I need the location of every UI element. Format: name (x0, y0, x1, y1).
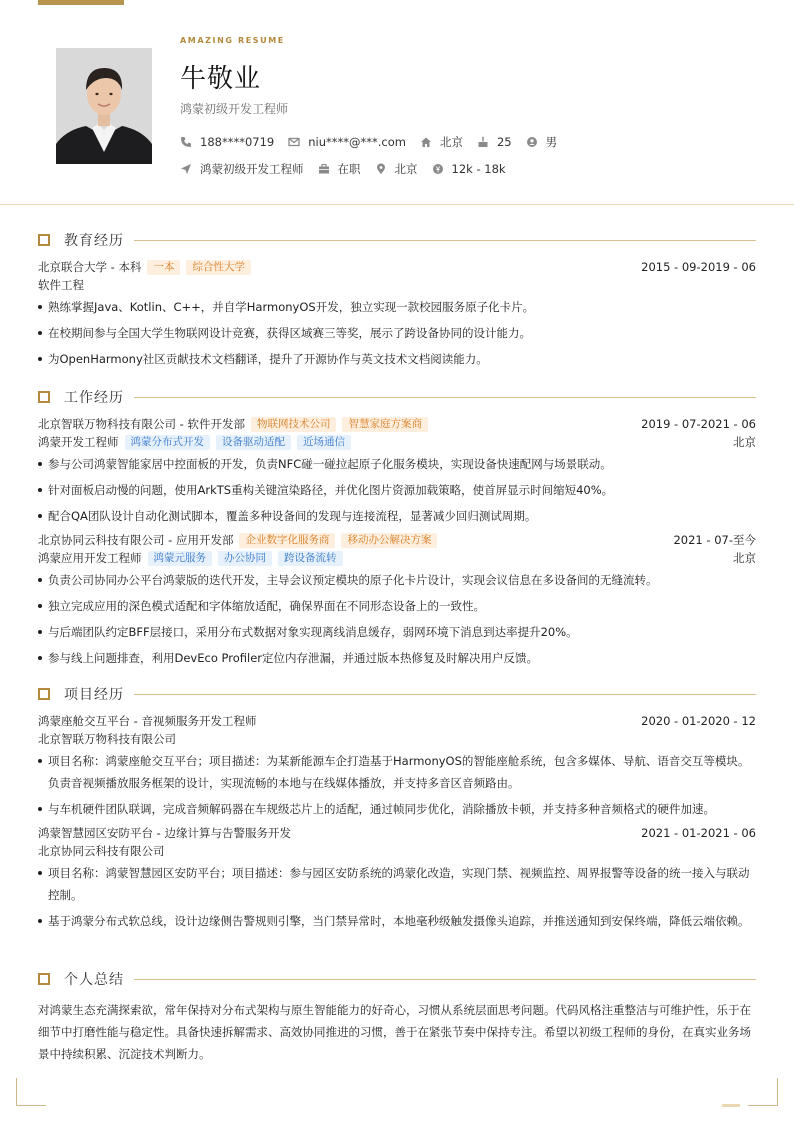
list-item: 与后端团队约定BFF层接口，采用分布式数据对象实现离线消息缓存，弱网环境下消息到达率提升20%。 (38, 621, 756, 643)
list-item: 熟练掌握Java、Kotlin、C++，并自学HarmonyOS开发，独立实现一款校园服务原子化卡片。 (38, 296, 756, 318)
job-role: 鸿蒙应用开发工程师 (38, 551, 142, 565)
phone-text: 188****0719 (200, 135, 275, 149)
age-text: 25 (496, 135, 512, 149)
education-section (38, 230, 756, 374)
gender-icon (526, 136, 538, 148)
school-name: 北京联合大学 - 本科 (38, 260, 142, 274)
location-icon (375, 163, 387, 175)
job-period: 2019 - 07-2021 - 06 (641, 417, 756, 431)
candidate-name: 牛敬业 (180, 64, 262, 94)
job-location: 北京 (733, 551, 756, 565)
company-tag: 企业数字化服务商 (239, 533, 335, 548)
email-info (288, 135, 406, 149)
section-marker (38, 688, 50, 700)
section-title: 个人总结 (64, 972, 124, 988)
major: 软件工程 (38, 278, 84, 292)
company-tag: 物联网技术公司 (251, 417, 337, 432)
gender-text: 男 (545, 135, 558, 149)
list-item: 参与线上问题排查，利用DevEco Profiler定位内存泄漏，并通过版本热修复及时解决用户反馈。 (38, 647, 756, 669)
summary-section (38, 969, 756, 1065)
age-info (477, 135, 512, 149)
section-title: 教育经历 (64, 233, 124, 249)
target-position-text: 鸿蒙初级开发工程师 (200, 162, 304, 176)
project-entry (38, 824, 756, 932)
work-heading (38, 387, 756, 407)
education-heading (38, 230, 756, 250)
summary-heading (38, 969, 756, 989)
job-location: 北京 (733, 435, 756, 449)
job-bullets (38, 453, 756, 527)
list-item: 基于鸿蒙分布式软总线，设计边缘侧告警规则引擎，当门禁异常时，本地毫秒级触发摄像头追踪，并推送通知到安保终端，降低云端依赖。 (38, 910, 756, 932)
project-period: 2021 - 01-2021 - 06 (641, 826, 756, 840)
send-icon (180, 163, 192, 175)
company-name: 北京智联万物科技有限公司 - 软件开发部 (38, 417, 245, 431)
project-name: 鸿蒙智慧园区安防平台 - 边缘计算与告警服务开发 (38, 826, 291, 840)
list-item: 为OpenHarmony社区贡献技术文档翻译，提升了开源协作与英文技术文档阅读能力。 (38, 348, 756, 370)
skill-tag: 鸿蒙分布式开发 (125, 435, 211, 450)
list-item: 负责公司协同办公平台鸿蒙版的迭代开发，主导会议预定模块的原子化卡片设计，实现会议信息在多设备间的无缝流转。 (38, 569, 756, 591)
skill-tag: 设备驱动适配 (216, 435, 291, 450)
company-tag: 移动办公解决方案 (341, 533, 437, 548)
section-title: 工作经历 (64, 390, 124, 406)
skill-tag: 近场通信 (297, 435, 351, 450)
job-role-row (38, 433, 756, 451)
list-item: 在校期间参与全国大学生物联网设计竞赛，获得区域赛三等奖，展示了跨设备协同的设计能力。 (38, 322, 756, 344)
briefcase-icon (318, 163, 330, 175)
gender-info (526, 134, 558, 150)
city-text: 北京 (439, 135, 463, 149)
section-rule (134, 979, 756, 980)
salary-info (432, 162, 506, 176)
projects-heading (38, 684, 756, 704)
summary-text: 对鸿蒙生态充满探索欲，常年保持对分布式架构与原生智能能力的好奇心，习惯从系统层面思考问题。代码风格注重整洁与可维护性，乐于在细节中打磨性能与稳定性。具备快速拆解需求、高效协同推进的习惯，善于在紧张节奏中保持专注。希望以初级工程师的身份，在真实业务场景中持续积累、沉淀技术判断力。 (38, 1003, 751, 1061)
cake-icon (477, 136, 489, 148)
target-city-text: 北京 (394, 162, 418, 176)
school-tag: 综合性大学 (186, 260, 251, 275)
corner-dash-decoration (722, 1104, 740, 1107)
list-item: 针对面板启动慢的问题，使用ArkTS重构关键渲染路径，并优化图片资源加载策略，使首屏显示时间缩短40%。 (38, 479, 756, 501)
candidate-title: 鸿蒙初级开发工程师 (180, 102, 289, 116)
projects-section (38, 684, 756, 936)
section-title: 项目经历 (64, 687, 124, 703)
project-bullets (38, 750, 756, 820)
target-city-info (375, 161, 418, 177)
home-icon (420, 136, 432, 148)
city-info (420, 134, 463, 150)
phone-icon (180, 136, 192, 148)
contact-row (180, 134, 571, 150)
job-entry (38, 531, 756, 669)
section-marker (38, 391, 50, 403)
salary-text: 12k - 18k (451, 162, 506, 176)
section-rule (134, 240, 756, 241)
skill-tag: 跨设备流转 (278, 551, 343, 566)
email-text: niu****@***.com (308, 135, 406, 149)
project-company: 北京协同云科技有限公司 (38, 844, 165, 858)
job-status-info (318, 161, 361, 177)
phone-info (180, 135, 274, 149)
list-item: 项目名称：鸿蒙座舱交互平台；项目描述：为某新能源车企打造基于HarmonyOS的智能座舱系统，包含多媒体、导航、语音交互等模块。负责音视频播放服务框架的设计，实现流畅的本地与在线媒体播放，并支持多音区音频路由。 (38, 750, 756, 794)
corner-decoration-left (16, 1078, 46, 1106)
job-period: 2021 - 07-至今 (673, 533, 756, 547)
section-rule (134, 397, 756, 398)
profile-photo (56, 48, 152, 164)
project-bullets (38, 862, 756, 932)
project-name: 鸿蒙座舱交互平台 - 音视频服务开发工程师 (38, 714, 257, 728)
job-role-row (38, 549, 756, 567)
project-company: 北京智联万物科技有限公司 (38, 732, 176, 746)
salary-icon (432, 163, 444, 175)
section-marker (38, 234, 50, 246)
education-bullets (38, 296, 756, 370)
section-marker (38, 973, 50, 985)
job-intent-row (180, 161, 520, 177)
job-company-row (38, 415, 756, 433)
job-entry (38, 415, 756, 527)
brand-label: AMAZING RESUME (180, 36, 285, 45)
corner-decoration-right (748, 1078, 778, 1106)
skill-tag: 鸿蒙元服务 (148, 551, 213, 566)
project-row (38, 824, 756, 842)
skill-tag: 办公协同 (218, 551, 272, 566)
job-status-text: 在职 (337, 162, 361, 176)
work-section (38, 387, 756, 673)
top-accent-bar (38, 0, 124, 5)
company-tag: 智慧家庭方案商 (342, 417, 428, 432)
target-position-info (180, 161, 304, 177)
project-entry (38, 712, 756, 820)
education-period: 2015 - 09-2019 - 06 (641, 260, 756, 274)
list-item: 配合QA团队设计自动化测试脚本，覆盖多种设备间的发现与连接流程，显著减少回归测试周期。 (38, 505, 756, 527)
header-divider (0, 204, 794, 205)
list-item: 项目名称：鸿蒙智慧园区安防平台；项目描述：参与园区安防系统的鸿蒙化改造，实现门禁、视频监控、周界报警等设备的统一接入与联动控制。 (38, 862, 756, 906)
list-item: 独立完成应用的深色模式适配和字体缩放适配，确保界面在不同形态设备上的一致性。 (38, 595, 756, 617)
project-period: 2020 - 01-2020 - 12 (641, 714, 756, 728)
education-row (38, 258, 756, 276)
job-company-row (38, 531, 756, 549)
list-item: 与车机硬件团队联调，完成音频解码器在车规级芯片上的适配，通过帧同步优化，消除播放卡顿，并支持多种音频格式的硬件加速。 (38, 798, 756, 820)
school-tag: 一本 (147, 260, 180, 275)
list-item: 参与公司鸿蒙智能家居中控面板的开发，负责NFC碰一碰拉起原子化服务模块，实现设备快速配网与场景联动。 (38, 453, 756, 475)
section-rule (134, 694, 756, 695)
job-role: 鸿蒙开发工程师 (38, 435, 119, 449)
project-row (38, 712, 756, 730)
job-bullets (38, 569, 756, 669)
company-name: 北京协同云科技有限公司 - 应用开发部 (38, 533, 234, 547)
mail-icon (288, 136, 300, 148)
profile-photo-illustration (56, 48, 152, 164)
